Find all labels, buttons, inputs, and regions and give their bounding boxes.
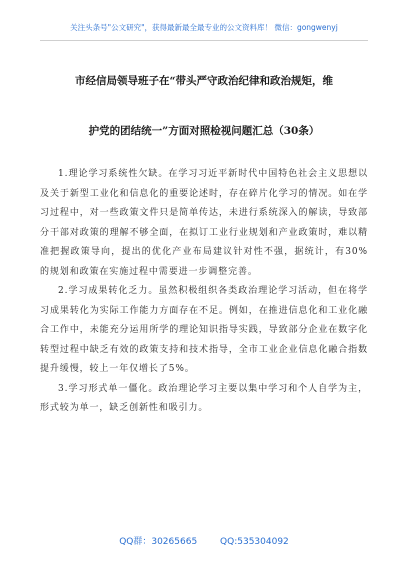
paragraph-1: 1.理论学习系统性欠缺。在学习习近平新时代中国特色社会主义思想以及关于新型工业化和信息化的重要论述时，存在碎片化学习的情况。如在学习过程中，对一些政策文件只是简单传达，未进行系统深入的解读，导致部分干部对政策的理解不够全面，在拟订工业行业规划和产业政策时，难以精准把握政策导向，提出的优化产业布局建议针对性不强，据统计，有30%的规划和政策在实施过程中需要进一步调整完善。 (40, 169, 368, 277)
document-title-line-1: 市经信局领导班子在“带头严守政治纪律和政治规矩，维 (74, 75, 334, 87)
footer-qq-group: QQ群：30265665 (119, 537, 198, 547)
header-note: 关注头条号"公文研究"，获得最新最全最专业的公文资料库！ 微信：gongwenyj (70, 23, 338, 32)
document-title-line-2: 护党的团结统一”方面对照检视问题汇总（30条） (88, 125, 320, 137)
document-body (40, 165, 368, 419)
paragraph-3: 3.学习形式单一僵化。政治理论学习主要以集中学习和个人自学为主，形式较为单一，缺乏创新性和吸引力。 (40, 383, 368, 413)
header-divider (40, 40, 368, 41)
footer-qq-number: QQ:535304092 (220, 537, 289, 547)
paragraph-2: 2.学习成果转化乏力。虽然积极组织各类政治理论学习活动，但在将学习成果转化为实际工作能力方面存在不足。例如，在推进信息化和工业化融合工作中，未能充分运用所学的理论知识指导实践，导致部分企业在数字化转型过程中缺乏有效的政策支持和技术指导，全市工业企业信息化融合指数提升缓慢，较上一年仅增长了5%。 (40, 286, 368, 374)
footer-contact (0, 534, 408, 547)
